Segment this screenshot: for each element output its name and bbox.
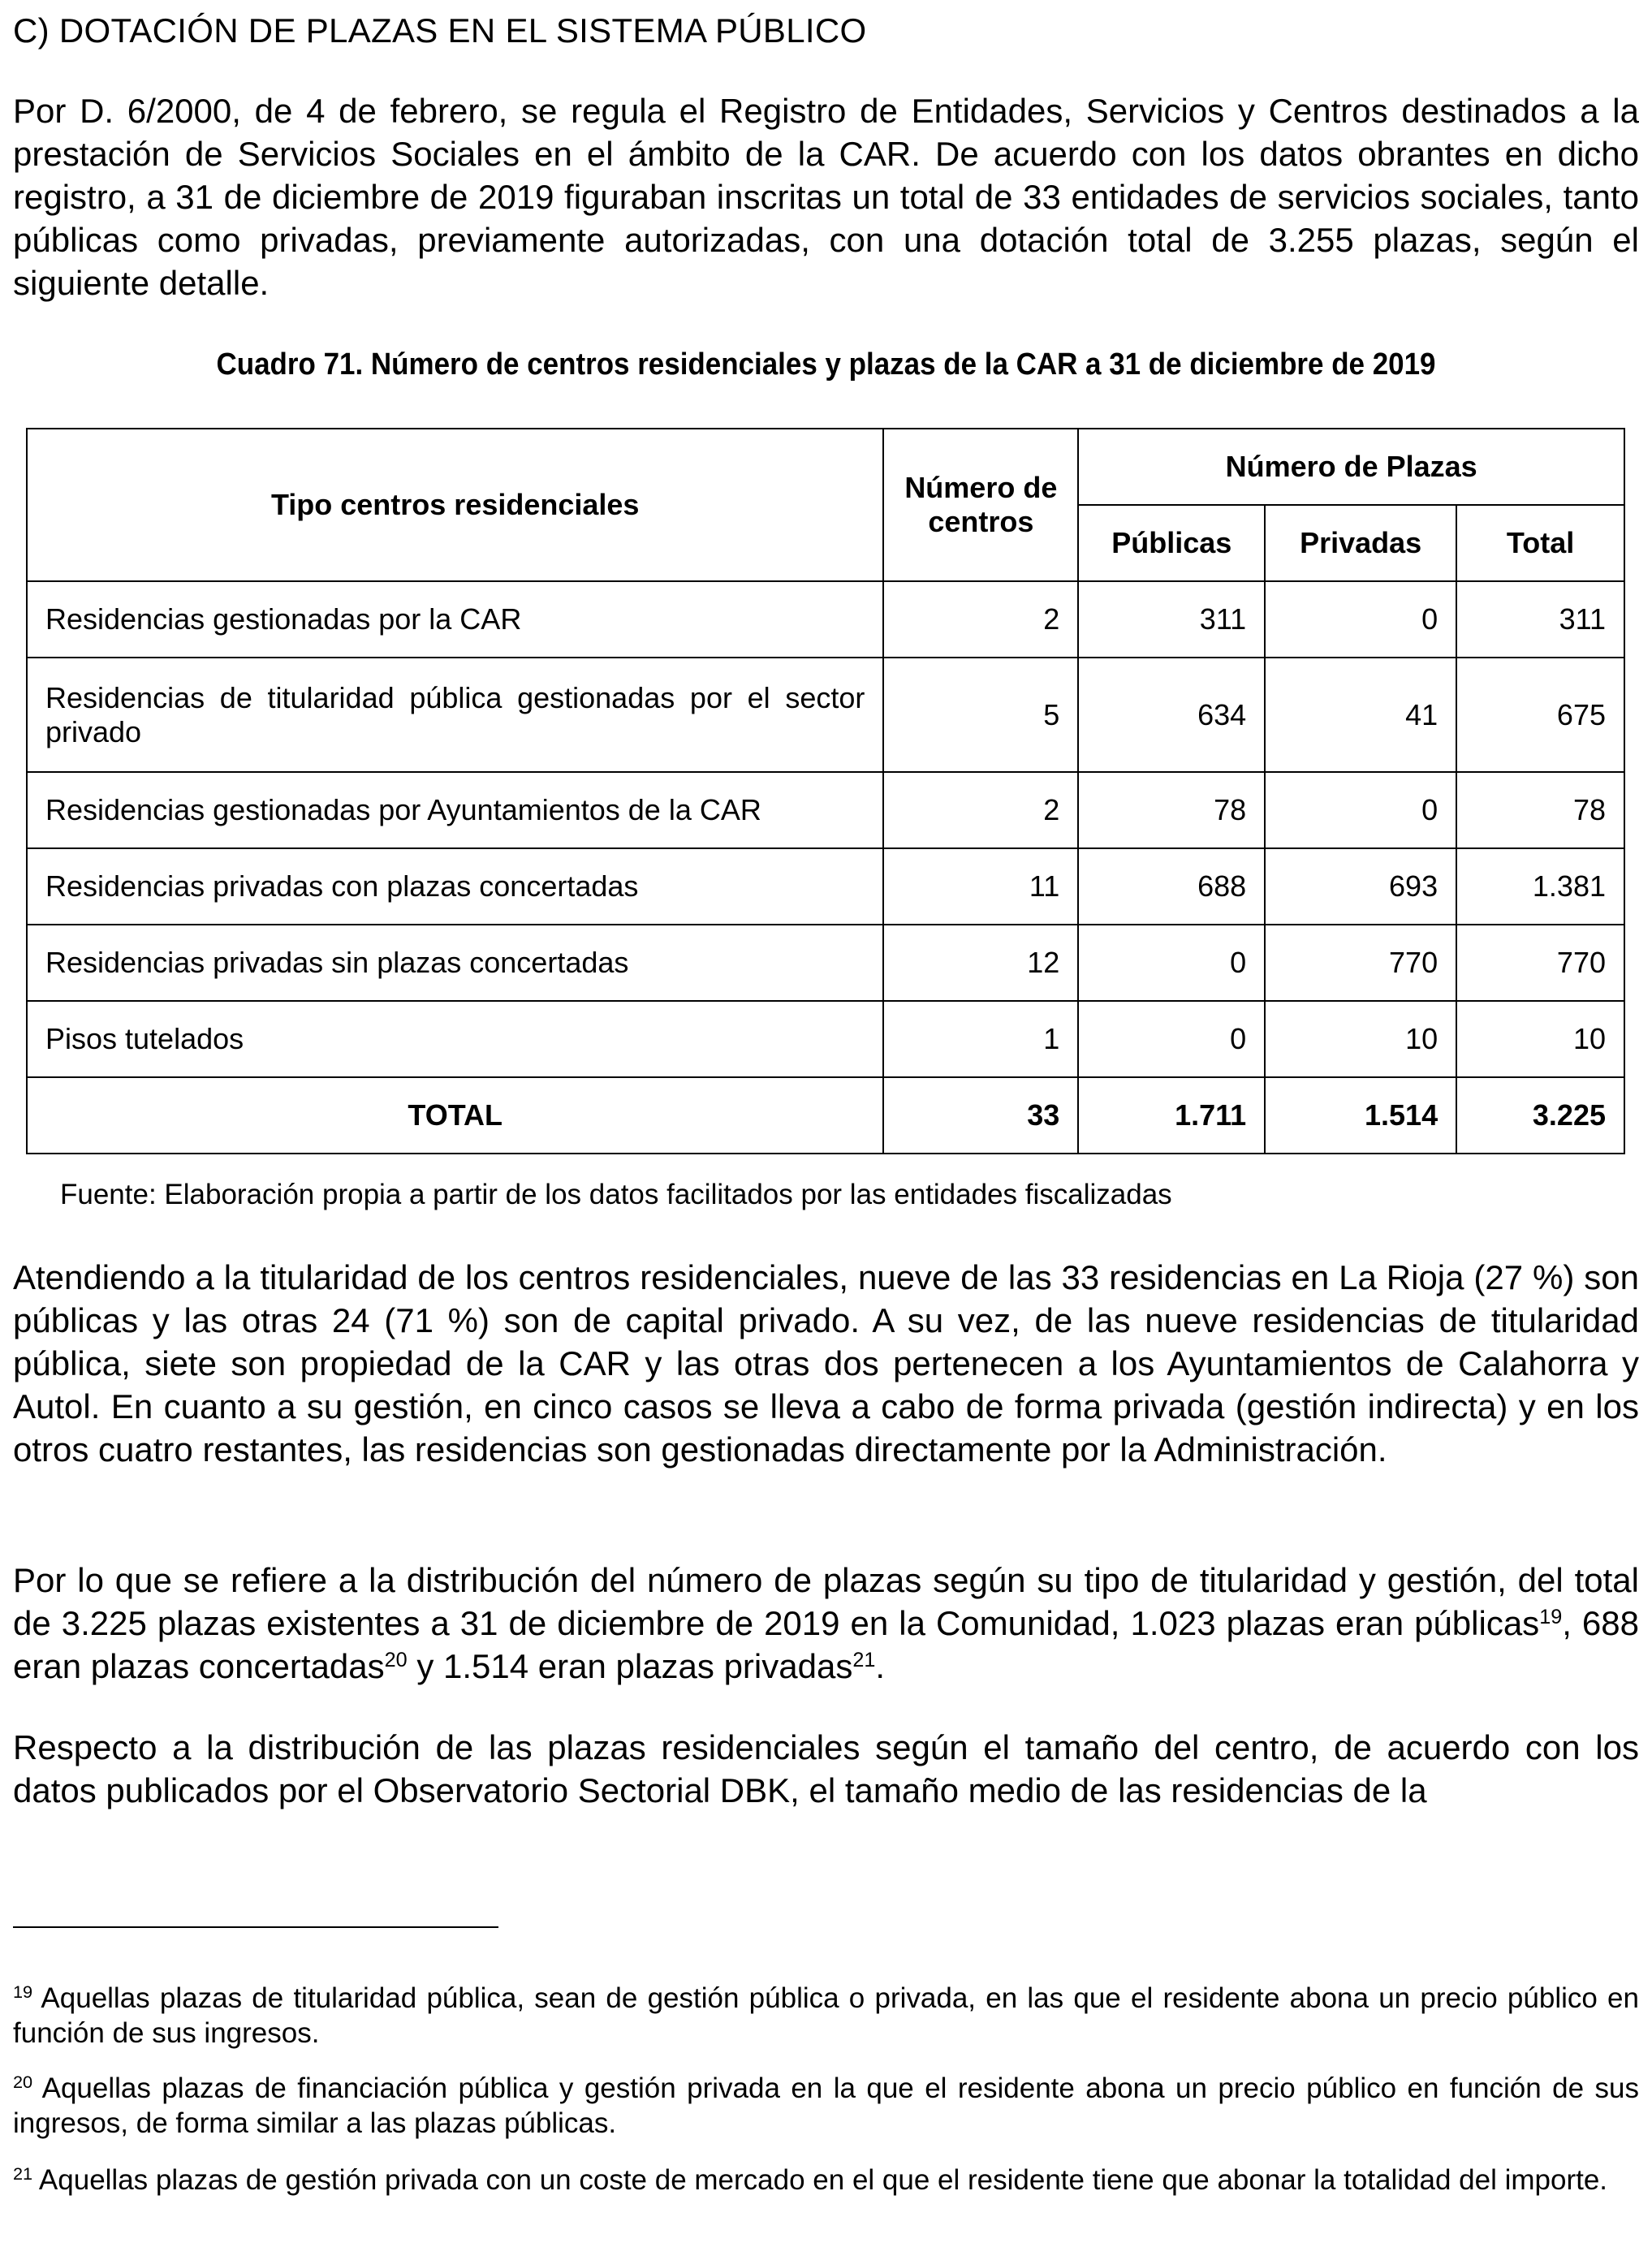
- distribucion-text-2: , 688 eran plazas concertadas: [13, 1604, 1639, 1685]
- distribucion-text-4: .: [875, 1647, 886, 1685]
- cell-centros: 2: [883, 772, 1078, 848]
- cell-total: 78: [1456, 772, 1624, 848]
- cell-tipo: Residencias privadas con plazas concertadas: [27, 848, 883, 925]
- residential-centers-table: [26, 428, 1625, 1154]
- cell-total: 1.381: [1456, 848, 1624, 925]
- footnote-separator: [13, 1926, 498, 1928]
- cell-publicas: 0: [1078, 1001, 1265, 1077]
- cell-centros: 2: [883, 581, 1078, 658]
- cell-centros: 12: [883, 925, 1078, 1001]
- cell-tipo: Residencias gestionadas por la CAR: [27, 581, 883, 658]
- footnote-text: Aquellas plazas de financiación pública y gestión privada en la que el residente abona un precio público en función de sus ingresos, de forma similar a las plazas públicas.: [13, 2072, 1639, 2139]
- cell-tipo: Residencias gestionadas por Ayuntamientos de la CAR: [27, 772, 883, 848]
- cell-privadas: 770: [1265, 925, 1456, 1001]
- cell-total: 675: [1456, 658, 1624, 772]
- header-numero-plazas: Número de Plazas: [1078, 429, 1624, 505]
- cell-privadas: 10: [1265, 1001, 1456, 1077]
- distribucion-text-1: Por lo que se refiere a la distribución del número de plazas según su tipo de titularidad y gestión, del total de 3.225 plazas existentes a 31 de diciembre de 2019 en la Comunidad, 1.023 plazas eran públicas: [13, 1561, 1639, 1642]
- cell-privadas: 41: [1265, 658, 1456, 772]
- cell-publicas: 311: [1078, 581, 1265, 658]
- table-source: Fuente: Elaboración propia a partir de los datos facilitados por las entidades fiscalizadas: [60, 1179, 1172, 1210]
- cell-centros: 1: [883, 1001, 1078, 1077]
- cell-total-privadas: 1.514: [1265, 1077, 1456, 1154]
- tamano-paragraph: Respecto a la distribución de las plazas residenciales según el tamaño del centro, de acuerdo con los datos publicados por el Observatorio Sectorial DBK, el tamaño medio de las residencias de la: [13, 1728, 1639, 1809]
- intro-paragraph: Por D. 6/2000, de 4 de febrero, se regula el Registro de Entidades, Servicios y Centros destinados a la prestación de Servicios Sociales en el ámbito de la CAR. De acuerdo con los datos obrantes en dicho registro, a 31 de diciembre de 2019 figuraban inscritas un total de 33 entidades de servicios sociales, tanto públicas como privadas, previamente autorizadas, con una dotación total de 3.255 plazas, según el siguiente detalle.: [13, 92, 1639, 302]
- titularidad-paragraph: Atendiendo a la titularidad de los centros residenciales, nueve de las 33 residencias en La Rioja (27 %) son públicas y las otras 24 (71 %) son de capital privado. A su vez, de las nueve residencias de titularidad pública, siete son propiedad de la CAR y las otras dos pertenecen a los Ayuntamientos de Calahorra y Autol. En cuanto a su gestión, en cinco casos se lleva a cabo de forma privada (gestión indirecta) y en los otros cuatro restantes, las residencias son gestionadas directamente por la Administración.: [13, 1258, 1639, 1469]
- cell-total-centros: 33: [883, 1077, 1078, 1154]
- table-row: [27, 848, 1624, 925]
- footnote-21: [13, 2163, 1639, 2197]
- table-caption: Cuadro 71. Número de centros residenciales y plazas de la CAR a 31 de diciembre de 2019: [216, 347, 1436, 382]
- cell-privadas: 0: [1265, 772, 1456, 848]
- table-row: [27, 581, 1624, 658]
- cell-total-label: TOTAL: [27, 1077, 883, 1154]
- header-tipo: Tipo centros residenciales: [27, 429, 883, 581]
- footnote-number: 21: [13, 2163, 33, 2184]
- cell-tipo: Residencias privadas sin plazas concertadas: [27, 925, 883, 1001]
- cell-privadas: 693: [1265, 848, 1456, 925]
- cell-total: 10: [1456, 1001, 1624, 1077]
- header-privadas: Privadas: [1265, 505, 1456, 581]
- cell-total: 770: [1456, 925, 1624, 1001]
- distribucion-paragraph: [13, 1559, 1639, 1688]
- footnote-19: [13, 1981, 1639, 2051]
- cell-privadas: 0: [1265, 581, 1456, 658]
- table-row: [27, 925, 1624, 1001]
- footnote-text: Aquellas plazas de titularidad pública, sean de gestión pública o privada, en las que el residente abona un precio público en función de sus ingresos.: [13, 1982, 1639, 2049]
- cell-publicas: 0: [1078, 925, 1265, 1001]
- header-numero-centros: Número de centros: [883, 429, 1078, 581]
- footnote-number: 20: [13, 2072, 33, 2093]
- footnote-number: 19: [13, 1982, 33, 2003]
- section-title: C) DOTACIÓN DE PLAZAS EN EL SISTEMA PÚBLICO: [13, 11, 867, 50]
- distribucion-text-3: y 1.514 eran plazas privadas: [407, 1647, 853, 1685]
- cell-publicas: 78: [1078, 772, 1265, 848]
- cell-tipo: Residencias de titularidad pública gestionadas por el sector privado: [27, 658, 883, 772]
- cell-total-publicas: 1.711: [1078, 1077, 1265, 1154]
- cell-tipo: Pisos tutelados: [27, 1001, 883, 1077]
- header-total: Total: [1456, 505, 1624, 581]
- table-row: [27, 772, 1624, 848]
- table-row: [27, 1001, 1624, 1077]
- footnote-ref-21: 21: [852, 1649, 876, 1672]
- footnote-ref-20: 20: [384, 1649, 408, 1672]
- cell-total: 311: [1456, 581, 1624, 658]
- cell-centros: 11: [883, 848, 1078, 925]
- table-row: [27, 658, 1624, 772]
- cell-publicas: 634: [1078, 658, 1265, 772]
- table-total-row: [27, 1077, 1624, 1154]
- cell-centros: 5: [883, 658, 1078, 772]
- header-publicas: Públicas: [1078, 505, 1265, 581]
- footnote-20: [13, 2071, 1639, 2141]
- cell-total-total: 3.225: [1456, 1077, 1624, 1154]
- footnote-ref-19: 19: [1539, 1606, 1563, 1629]
- footnote-text: Aquellas plazas de gestión privada con un coste de mercado en el que el residente tiene que abonar la totalidad del importe.: [32, 2164, 1608, 2196]
- cell-publicas: 688: [1078, 848, 1265, 925]
